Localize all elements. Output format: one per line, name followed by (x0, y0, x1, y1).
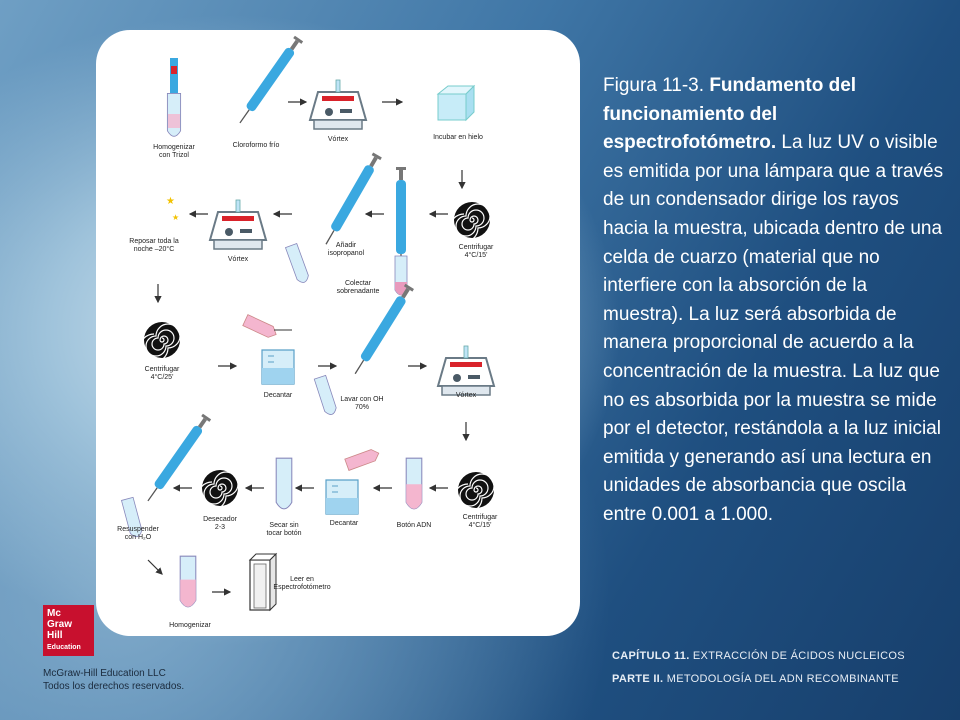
step-label: Vórtex (455, 392, 477, 399)
step-label: Cloroformo frío (232, 142, 280, 149)
logo-text: Mc (47, 608, 61, 619)
centrifuge-icon (450, 202, 490, 242)
figure-title: Fundamento del funcionamiento del espectrofotómetro. (603, 75, 857, 154)
chapter-line (612, 650, 942, 662)
step-label: Vórtex (227, 256, 249, 263)
part-line (612, 673, 942, 685)
ice-cube-icon (438, 86, 474, 120)
step-label: Incubar en hielo (433, 134, 483, 141)
step-label: Homogenizar con Trizol (153, 144, 195, 160)
step-label: Colectar sobrenadante (336, 280, 380, 296)
tube-icon (395, 256, 407, 295)
mcgraw-hill-logo (43, 605, 94, 656)
publisher-name: McGraw-Hill Education LLC (43, 668, 166, 679)
arrow-icon (148, 560, 162, 574)
protocol-diagram-panel (96, 30, 580, 636)
step-label: Vórtex (327, 136, 349, 143)
tube-homogenizer-icon (167, 58, 180, 136)
vortex-icon (210, 200, 266, 249)
beaker-icon (262, 350, 294, 384)
step-label: Reposar toda la noche –20°C (129, 238, 179, 254)
logo-text: Graw (47, 619, 73, 630)
step-label: Centrifugar 4°C/15' (458, 244, 494, 260)
moon-icon (140, 192, 179, 228)
step-label: Secar sin tocar botón (266, 522, 302, 538)
logo-text: Hill (47, 630, 63, 641)
step-label: Homogenizar (169, 622, 211, 629)
chapter-label: CAPÍTULO 11. (612, 650, 690, 662)
tube-icon (276, 458, 292, 509)
step-label: Centrifugar 4°C/25' (144, 366, 180, 382)
tube-icon (406, 458, 422, 509)
tube-icon (180, 556, 196, 607)
step-label: Leer en Espectrofotómetro (273, 576, 331, 592)
step-label: Botón ADN (396, 522, 432, 529)
pipette-icon (144, 414, 211, 504)
chapter-title: EXTRACCIÓN DE ÁCIDOS NUCLEICOS (692, 650, 905, 662)
centrifuge-icon (140, 322, 180, 362)
svg-text:★: ★ (172, 213, 180, 222)
part-title: METODOLOGÍA DEL ADN RECOMBINANTE (666, 673, 899, 685)
part-label: PARTE II. (612, 673, 664, 685)
step-label: Decantar (329, 520, 359, 527)
vortex-icon (310, 80, 366, 129)
step-label: Añadir isopropanol (327, 242, 365, 258)
tube-icon (285, 244, 310, 285)
step-label: Desecador 2-3 (203, 516, 237, 532)
figure-number: Figura 11-3. (603, 75, 705, 96)
beaker-icon (326, 480, 358, 514)
centrifuge-icon (454, 472, 494, 512)
protocol-diagram (96, 30, 580, 636)
step-label: Resuspender con H₂O (117, 526, 159, 542)
pipette-icon (236, 36, 303, 126)
rights-text: Todos los derechos reservados. (43, 681, 185, 692)
logo-text: Education (47, 644, 81, 651)
decanting-tube-icon (243, 315, 279, 340)
tube-icon (314, 375, 337, 416)
step-label: Centrifugar 4°C/15' (462, 514, 498, 530)
pipette-icon (396, 167, 406, 270)
figure-body: La luz UV o visible es emitida por una lámpara que a través de un condensador dirige los rayos hacia la muestra, ubicada dentro de una celda de cuarzo (material que no interfiere con la absorción de la muestra). La luz será absorbida de manera proporcional de acuerdo a la concentración de la muestra. La luz que no es absorbida por la muestra se mide por el detector, restándola a la luz inicial emitida y generando así una lectura en unidades de absorbancia que oscila entre 0.001 a 1.000. (603, 132, 944, 525)
vortex-icon (438, 346, 494, 395)
pipette-icon (351, 284, 414, 377)
svg-text:★: ★ (166, 196, 175, 207)
cuvette-icon (250, 554, 276, 610)
pipette-icon (322, 153, 382, 247)
copyright (43, 667, 184, 693)
step-label: Decantar (263, 392, 293, 399)
step-label: Lavar con OH 70% (340, 396, 384, 412)
figure-caption (603, 72, 948, 530)
decanting-tube-icon (345, 448, 381, 471)
desiccator-icon (198, 470, 238, 510)
